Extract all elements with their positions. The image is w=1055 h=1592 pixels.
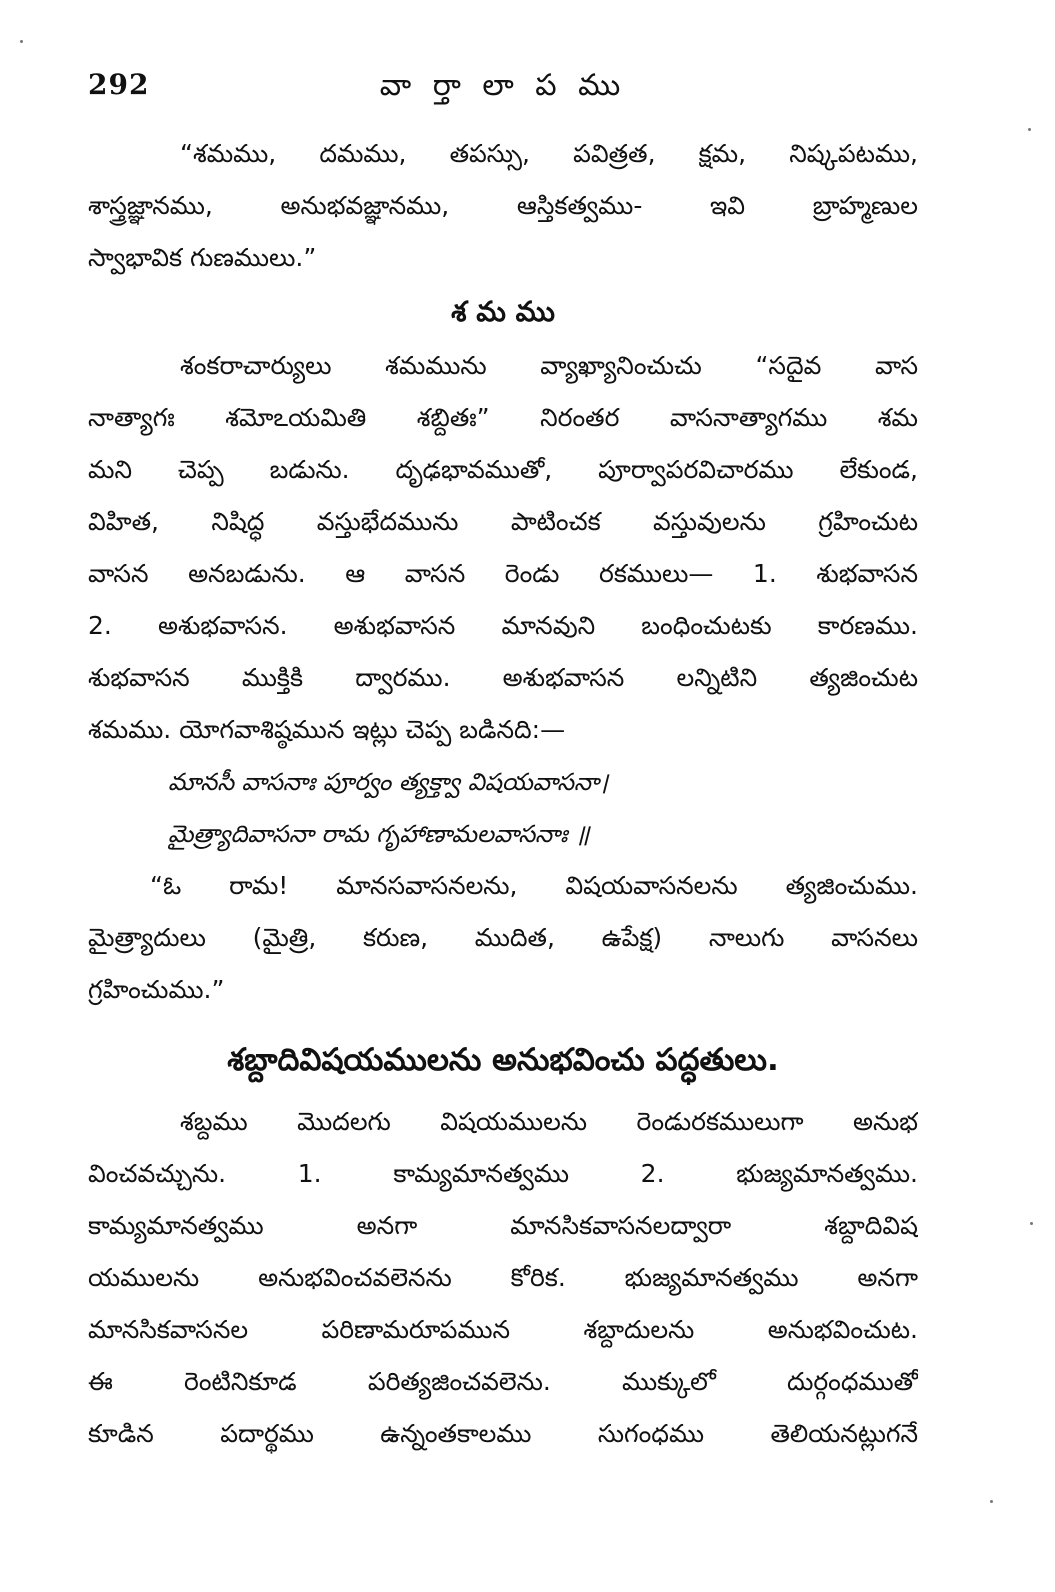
text-line: నాత్యాగః శమోఽయమితి శబ్దితః” నిరంతర వాసనాత్యాగము శమ (88, 403, 918, 432)
section-heading-methods: శబ్దాదివిషయములను అనుభవించు పద్ధతులు. (227, 1042, 779, 1078)
scan-speck (1030, 1222, 1033, 1225)
text-line: శంకరాచార్యులు శమమును వ్యాఖ్యానించుచు “సదైవ వాస (180, 351, 918, 380)
text-line: శాస్త్రజ్ఞానము, అనుభవజ్ఞానము, ఆస్తికత్వము- ఇవి బ్రాహ్మణుల (88, 191, 918, 220)
text-line: యములను అనుభవించవలెనను కోరిక. భుజ్యమానత్వము అనగా (88, 1263, 918, 1292)
text-line: శబ్దము మొదలగు విషయములను రెండురకములుగా అనుభ (180, 1107, 918, 1136)
text-line: శమము. యోగవాశిష్ఠమున ఇట్లు చెప్ప బడినది:— (88, 715, 566, 744)
text-line: 2. అశుభవాసన. అశుభవాసన మానవుని బంధించుటకు కారణము. (88, 611, 918, 640)
text-line: విహిత, నిషిద్ధ వస్తుభేదమును పాటించక వస్తువులను గ్రహించుట (88, 507, 918, 536)
text-line: వించవచ్చును. 1. కామ్యమానత్వము 2. భుజ్యమానత్వము. (88, 1159, 918, 1188)
text-line: కామ్యమానత్వము అనగా మానసికవాసనలద్వారా శబ్దాదివిష (88, 1211, 918, 1240)
text-line: వాసన అనబడును. ఆ వాసన రెండు రకములు— 1. శుభవాసన (88, 559, 918, 588)
section-heading-shamamu: శ మ ము (451, 295, 555, 328)
text-line: “శమము, దమము, తపస్సు, పవిత్రత, క్షమ, నిష్కపటము, (180, 139, 918, 168)
page-header (88, 64, 918, 114)
text-line: గ్రహించుము.” (88, 975, 225, 1004)
scan-speck (990, 1500, 993, 1503)
text-line: “ఓ రామ! మానసవాసనలను, విషయవాసనలను త్యజించుము. (150, 871, 918, 900)
text-line: స్వాభావిక గుణములు.” (88, 243, 317, 272)
text-line: మని చెప్ప బడును. దృఢభావముతో, పూర్వాపరవిచారము లేకుండ, (88, 455, 918, 484)
text-line: మానసికవాసనల పరిణామరూపమున శబ్దాదులను అనుభవించుట. (88, 1315, 918, 1344)
text-line: శుభవాసన ముక్తికి ద్వారము. అశుభవాసన లన్నిటిని త్యజించుట (88, 663, 918, 692)
page-body (88, 128, 918, 1460)
text-line: మైత్ర్యాదులు (మైత్రి, కరుణ, ముదిత, ఉపేక్ష) నాలుగు వాసనలు (88, 923, 918, 952)
sanskrit-verse-line: మానసీ వాసనాః పూర్వం త్యక్త్వా విషయవాసనా। (168, 768, 609, 796)
sanskrit-verse-line: మైత్ర్యాదివాసనా రామ గృహాణామలవాసనాః ॥ (168, 820, 590, 848)
text-line: ఈ రెంటినికూడ పరిత్యజించవలెను. ముక్కులో దుర్గంధముతో (88, 1367, 918, 1396)
text-line: కూడిన పదార్థము ఉన్నంతకాలము సుగంధము తెలియనట్లుగనే (88, 1419, 918, 1448)
running-title: వా ర్తా లా ప ము (379, 68, 627, 103)
scan-speck (20, 40, 23, 43)
page-number: 292 (88, 68, 150, 101)
scan-speck (1028, 128, 1031, 131)
